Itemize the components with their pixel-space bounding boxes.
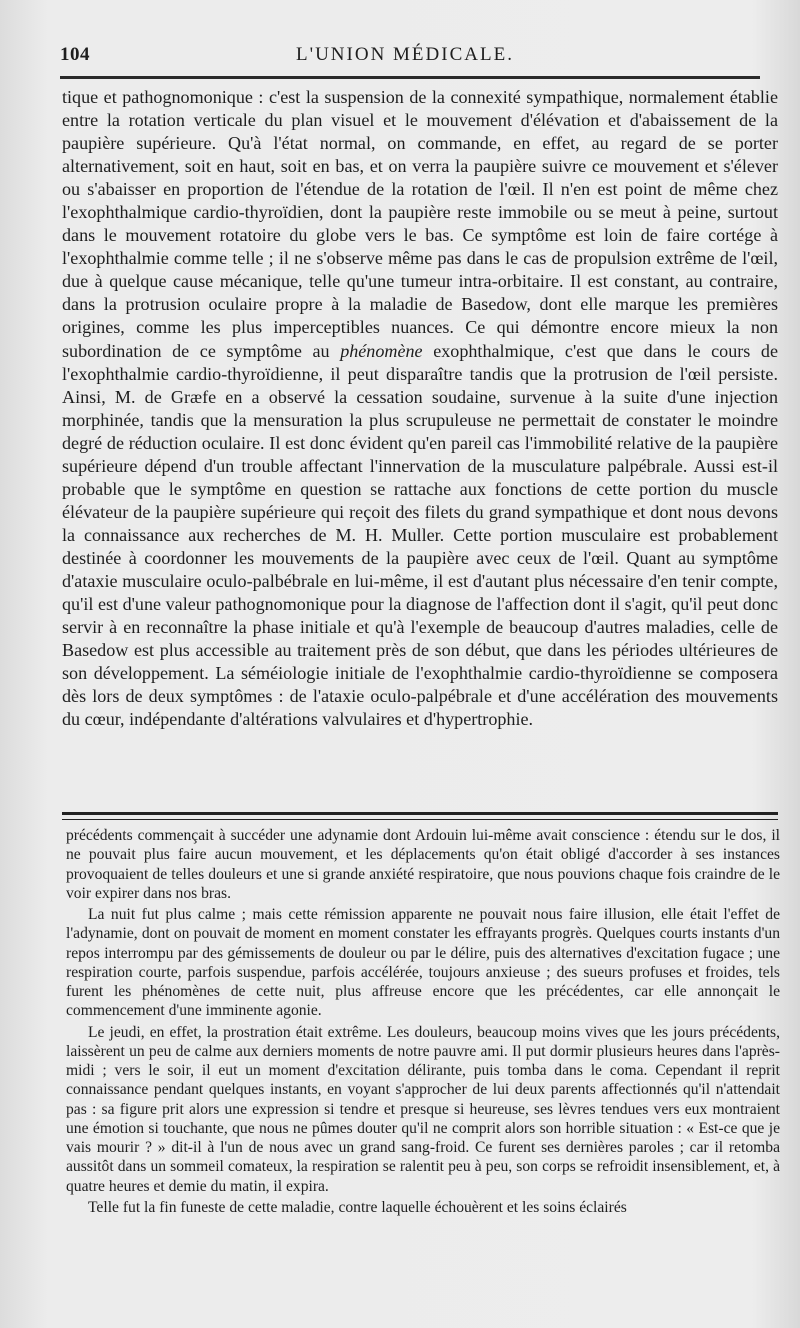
page-number: 104 xyxy=(60,44,90,65)
running-title: L'UNION MÉDICALE. xyxy=(296,44,514,65)
footnote-paragraph-3: Le jeudi, en effet, la prostration était extrême. Les douleurs, beaucoup moins vives que les jours précédents, laissèrent un peu de calme aux derniers moments de notre pauvre ami. Il put dormir plusieurs heures dans l'après-midi ; vers le soir, il eut un moment d'excitation délirante, puis tomba dans le coma. Cependant il reprit connaissance pendant quelques instants, en voyant s'approcher de lui deux parents affectionnés qu'il n'attendait pas : sa figure prit alors une expression si tendre et presque si heureuse, ses lèvres tendues vers eux montraient une émotion si touchante, que nous ne pûmes douter qu'il ne comprit alors son horrible situation : « Est-ce que je vais mourir ? » dit-il à l'un de nous avec un grand sang-froid. Ce furent ses dernières paroles ; car il retomba aussitôt dans un sommeil comateux, la respiration se ralentit peu à peu, son corps se refroidit insensiblement, et, à quatre heures et demie du matin, il expira. xyxy=(66,1023,780,1195)
main-paragraph xyxy=(62,86,778,731)
footnote-paragraph-2: La nuit fut plus calme ; mais cette rémission apparente ne pouvait nous faire illusion, elle était l'effet de l'adynamie, dont on pouvait de moment en moment constater les effrayants progrès. Quelques courts instants d'un repos interrompu par des gémissements de douleur ou par le délire, puis des alternatives d'excitation fugace ; une respiration courte, parfois suspendue, parfois accélérée, toujours anxieuse ; des sueurs profuses et froides, tels furent les phénomènes de cette nuit, plus affreuse encore que les précédentes, car elle annonçait le commencement d'une imminente agonie. xyxy=(66,906,780,1020)
footnote-paragraph-1: précédents commençait à succéder une adynamie dont Ardouin lui-même avait conscience : étendu sur le dos, il ne pouvait plus faire aucun mouvement, et les déplacements qu'on était obligé d'accorder à ses instances provoquaient de telles douleurs et une si grande anxiété respiratoire, que nous pouvions chaque fois craindre de le voir expirer dans nos bras. xyxy=(66,827,780,902)
page-header xyxy=(60,44,760,74)
footnote-block xyxy=(66,826,780,1217)
main-text-part-2: exophthalmique, c'est que dans le cours de l'exophthalmie cardio-thyroïdienne, il peut disparaître tandis que la protrusion de l'œil persiste. Ainsi, M. de Græfe en a observé la cessation soudaine, survenue à la suite d'une injection morphinée, tandis que la mensuration la plus scrupuleuse ne permettait de constater le moindre degré de réduction oculaire. Il est donc évident qu'en pareil cas l'immobilité relative de la paupière supérieure dépend d'un trouble affectant l'innervation de la musculature palpébrale. Aussi est-il probable que le symptôme en question se rattache aux fonctions de cette portion du muscle élévateur de la paupière supérieure qui reçoit des filets du grand sympathique et dont nous devons la connaissance aux recherches de M. H. Muller. Cette portion musculaire est probablement destinée à coordonner les mouvements de la paupière avec ceux de l'œil. Quant au symptôme d'ataxie musculaire oculo-palbébrale en lui-même, il est d'autant plus nécessaire d'en tenir compte, qu'il est d'une valeur pathognomonique pour la diagnose de l'affection dont il s'agit, qu'il peut donc servir à en reconnaître la phase initiale et qu'à l'exemple de beaucoup d'autres maladies, celle de Basedow est plus accessible au traitement près de son début, que dans les périodes ultérieures de son développement. La séméiologie initiale de l'exophthalmie cardio-thyroïdienne se composera dès lors de deux symptômes : de l'ataxie oculo-palpébrale et d'une accélération des mouvements du cœur, indépendante d'altérations valvulaires et d'hypertrophie. xyxy=(62,340,778,730)
footnote-paragraph-4: Telle fut la fin funeste de cette maladie, contre laquelle échouèrent et les soins éclairés xyxy=(88,1198,627,1216)
main-body-text xyxy=(62,86,778,731)
italic-word: phénomène xyxy=(340,340,423,361)
section-divider-rule xyxy=(62,812,778,820)
header-rule xyxy=(60,76,760,79)
main-text-part-1: tique et pathognomonique : c'est la suspension de la connexité sympathique, normalement établie entre la rotation verticale du plan visuel et le mouvement d'élévation et d'abaissement de la paupière supérieure. Qu'à l'état normal, on commande, en effet, au regard de se porter alternativement, soit en haut, soit en bas, et on verra la paupière suivre ce mouvement et s'élever ou s'abaisser en proportion de l'étendue de la rotation de l'œil. Il n'en est point de même chez l'exophthalmique cardio-thyroïdien, dont la paupière reste immobile ou se meut à peine, surtout dans le mouvement rotatoire du globe vers le bas. Ce symptôme est loin de faire cortége à l'exophthalmie comme telle ; il ne s'observe même pas dans le cas de propulsion extrême de l'œil, due à quelque cause mécanique, telle qu'une tumeur intra-orbitaire. Il est constant, au contraire, dans la protrusion oculaire propre à la maladie de Basedow, dont elle marque les premières origines, comme les plus imperceptibles nuances. Ce qui démontre encore mieux la non subordination de ce symptôme au xyxy=(62,87,778,361)
